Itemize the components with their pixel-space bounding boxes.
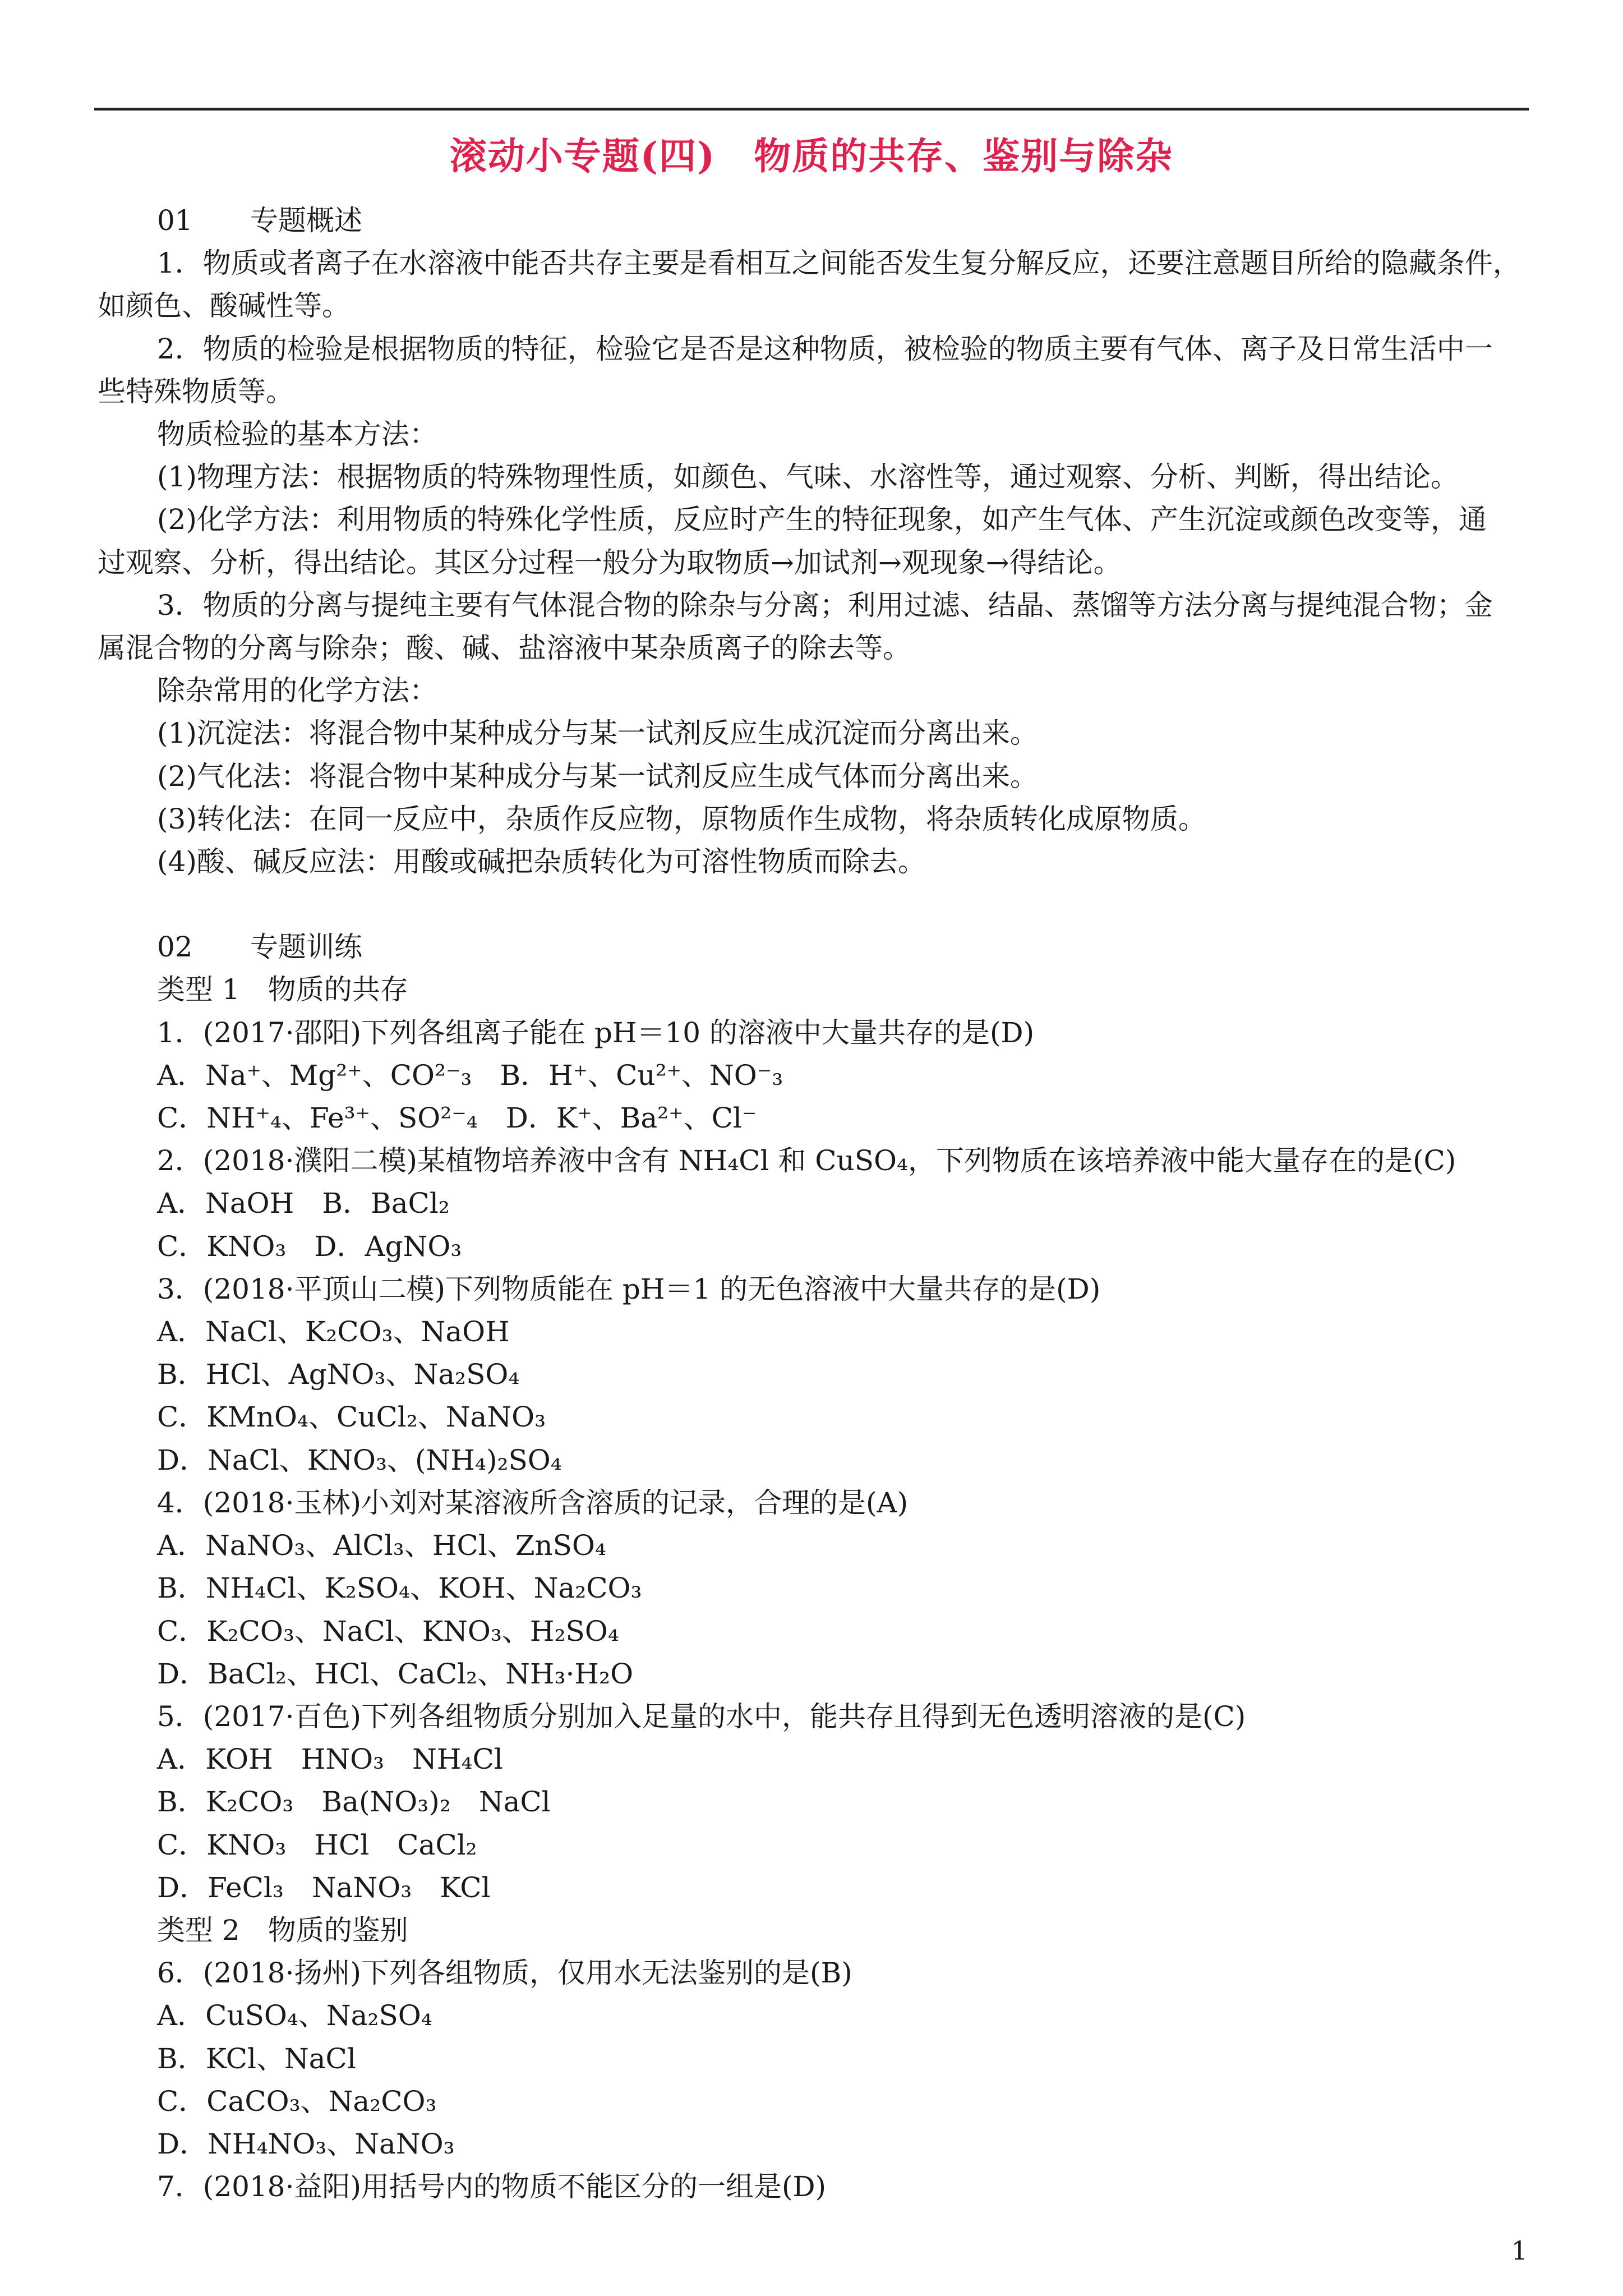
header-rule	[94, 108, 1529, 111]
option-line: D．FeCl₃ NaNO₃ KCl	[157, 1871, 491, 1904]
section-name: 专题概述	[250, 204, 362, 237]
paragraph-line: 2．物质的检验是根据物质的特征，检验它是否是这种物质，被检验的物质主要有气体、离子及日常生活中一	[157, 332, 1493, 365]
option-line: C．K₂CO₃、NaCl、KNO₃、H₂SO₄	[157, 1614, 619, 1648]
paragraph-line: 些特殊物质等。	[98, 375, 294, 408]
option-line: D．NaCl、KNO₃、(NH₄)₂SO₄	[157, 1443, 562, 1476]
option-line: A．NaCl、K₂CO₃、NaOH	[157, 1315, 510, 1349]
paragraph-line: (2)化学方法：利用物质的特殊化学性质，反应时产生的特征现象，如产生气体、产生沉淀或颜色改变等，通	[157, 503, 1487, 536]
paragraph-line: 过观察、分析，得出结论。其区分过程一般分为取物质→加试剂→观现象→得结论。	[98, 546, 1122, 579]
option-line: A．NaOH B．BaCl₂	[157, 1187, 450, 1220]
option-line: B．NH₄Cl、K₂SO₄、KOH、Na₂CO₃	[157, 1572, 642, 1605]
option-line: C．KMnO₄、CuCl₂、NaNO₃	[157, 1401, 546, 1434]
paragraph-line: 如颜色、酸碱性等。	[98, 289, 350, 323]
question-stem: 5．(2017·百色)下列各组物质分别加入足量的水中，能共存且得到无色透明溶液的是(C)	[157, 1700, 1246, 1733]
option-line: A．Na⁺、Mg²⁺、CO²⁻₃ B．H⁺、Cu²⁺、NO⁻₃	[157, 1059, 783, 1092]
section-number: 02	[157, 931, 193, 964]
paragraph-line: 除杂常用的化学方法：	[157, 674, 437, 707]
option-line: A．NaNO₃、AlCl₃、HCl、ZnSO₄	[157, 1529, 606, 1562]
type-heading: 类型 2 物质的鉴别	[157, 1913, 408, 1947]
page-title: 滚动小专题(四) 物质的共存、鉴别与除杂	[449, 134, 1174, 178]
type-heading: 类型 1 物质的共存	[157, 973, 408, 1006]
option-line: D．NH₄NO₃、NaNO₃	[157, 2127, 455, 2160]
option-line: C．KNO₃ D．AgNO₃	[157, 1230, 462, 1263]
section-number: 01	[157, 204, 193, 237]
section-heading-training	[98, 926, 1527, 968]
question-stem: 3．(2018·平顶山二模)下列物质能在 pH＝1 的无色溶液中大量共存的是(D)	[157, 1272, 1101, 1305]
question-stem: 7．(2018·益阳)用括号内的物质不能区分的一组是(D)	[157, 2170, 827, 2203]
option-line: B．K₂CO₃ Ba(NO₃)₂ NaCl	[157, 1786, 551, 1819]
paragraph-line: (2)气化法：将混合物中某种成分与某一试剂反应生成气体而分离出来。	[157, 760, 1038, 793]
paragraph-line: (4)酸、碱反应法：用酸或碱把杂质转化为可溶性物质而除去。	[157, 845, 926, 878]
option-line: C．CaCO₃、Na₂CO₃	[157, 2085, 437, 2118]
question-stem: 6．(2018·扬州)下列各组物质，仅用水无法鉴别的是(B)	[157, 1957, 852, 1990]
section-gap	[98, 883, 1527, 926]
page-number: 1	[1511, 2235, 1528, 2266]
section-heading-overview	[98, 199, 1527, 242]
paragraph-line: (3)转化法：在同一反应中，杂质作反应物，原物质作生成物，将杂质转化成原物质。	[157, 802, 1206, 835]
section-name: 专题训练	[250, 931, 362, 964]
option-line: C．NH⁺₄、Fe³⁺、SO²⁻₄ D．K⁺、Ba²⁺、Cl⁻	[157, 1102, 757, 1135]
option-line: B．KCl、NaCl	[157, 2042, 356, 2075]
paragraph-line: (1)沉淀法：将混合物中某种成分与某一试剂反应生成沉淀而分离出来。	[157, 717, 1038, 750]
option-line: D．BaCl₂、HCl、CaCl₂、NH₃·H₂O	[157, 1657, 634, 1690]
option-line: A．KOH HNO₃ NH₄Cl	[157, 1743, 503, 1776]
option-line: B．HCl、AgNO₃、Na₂SO₄	[157, 1358, 520, 1391]
paragraph-line: (1)物理方法：根据物质的特殊物理性质，如颜色、气味、水溶性等，通过观察、分析、判断，得出结论。	[157, 461, 1459, 494]
document-body	[98, 199, 1527, 2208]
option-line: A．CuSO₄、Na₂SO₄	[157, 1999, 432, 2032]
paragraph-line: 物质检验的基本方法：	[157, 418, 437, 451]
option-line: C．KNO₃ HCl CaCl₂	[157, 1828, 477, 1861]
question-stem: 2．(2018·濮阳二模)某植物培养液中含有 NH₄Cl 和 CuSO₄，下列物质在该培养液中能大量存在的是(C)	[157, 1144, 1456, 1177]
paragraph-line: 1．物质或者离子在水溶液中能否共存主要是看相互之间能否发生复分解反应，还要注意题目所给的隐藏条件，	[157, 247, 1521, 280]
paragraph-line: 3．物质的分离与提纯主要有气体混合物的除杂与分离；利用过滤、结晶、蒸馏等方法分离与提纯混合物；金	[157, 588, 1493, 622]
question-stem: 1．(2017·邵阳)下列各组离子能在 pH＝10 的溶液中大量共存的是(D)	[157, 1016, 1035, 1049]
question-stem: 4．(2018·玉林)小刘对某溶液所含溶质的记录，合理的是(A)	[157, 1486, 909, 1519]
paragraph-line: 属混合物的分离与除杂；酸、碱、盐溶液中某杂质离子的除去等。	[98, 632, 911, 665]
